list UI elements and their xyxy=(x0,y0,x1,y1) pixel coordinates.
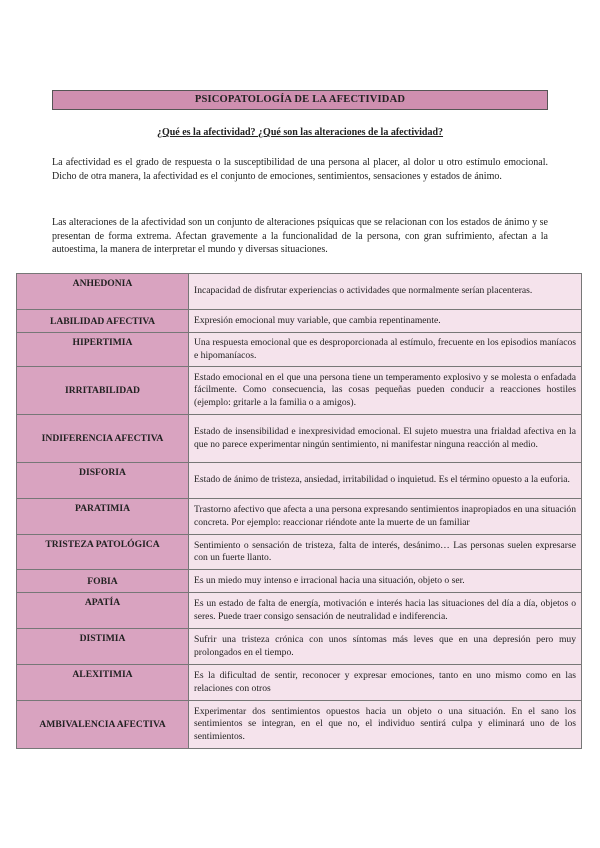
definition-cell: Incapacidad de disfrutar experiencias o actividades que normalmente serían placenteras. xyxy=(189,274,582,310)
term-cell: AMBIVALENCIA AFECTIVA xyxy=(17,701,189,749)
definition-cell: Es un estado de falta de energía, motivación e interés hacia las situaciones del día a día, objetos o seres. Puede traer consigo sensación de neutralidad e indiferencia. xyxy=(189,593,582,629)
definitions-table xyxy=(16,273,582,749)
table-row xyxy=(17,367,582,415)
intro-paragraph-1: La afectividad es el grado de respuesta o la susceptibilidad de una persona al placer, al dolor u otro estímulo emocional. Dicho de otra manera, la afectividad es el conjunto de emociones, sentimientos, sensaciones y estados de ánimo. xyxy=(52,157,548,182)
table-row xyxy=(17,593,582,629)
definition-cell: Sufrir una tristeza crónica con unos síntomas más leves que en una depresión pero muy prolongados en el tiempo. xyxy=(189,629,582,665)
definition-cell: Trastorno afectivo que afecta a una persona expresando sentimientos inapropiados en una situación concreta. Por ejemplo: reaccionar riéndote ante la muerte de un familiar xyxy=(189,499,582,535)
term-cell: PARATIMIA xyxy=(17,499,189,535)
table-row xyxy=(17,570,582,593)
term-cell: INDIFERENCIA AFECTIVA xyxy=(17,415,189,463)
table-row xyxy=(17,665,582,701)
definition-cell: Es la dificultad de sentir, reconocer y expresar emociones, tanto en uno mismo como en las relaciones con otros xyxy=(189,665,582,701)
definition-cell: Estado de insensibilidad e inexpresividad emocional. El sujeto muestra una frialdad afectiva en la que no parece experimentar ningún sentimiento, ni manifestar ninguna reacción al medio. xyxy=(189,415,582,463)
term-cell: ALEXITIMIA xyxy=(17,665,189,701)
table-row xyxy=(17,333,582,367)
definition-cell: Una respuesta emocional que es desproporcionada al estímulo, frecuente en los episodios maníacos e hipomaníacos. xyxy=(189,333,582,367)
definition-cell: Estado emocional en el que una persona tiene un temperamento explosivo y se molesta o enfadada fácilmente. Como consecuencia, las cosas pequeñas pueden conducir a reacciones hostiles (ejemplo: gritarle a la familia o a amigos). xyxy=(189,367,582,415)
term-cell: IRRITABILIDAD xyxy=(17,367,189,415)
definition-cell: Expresión emocional muy variable, que cambia repentinamente. xyxy=(189,310,582,333)
term-cell: TRISTEZA PATOLÓGICA xyxy=(17,535,189,570)
table-row xyxy=(17,415,582,463)
definition-cell: Es un miedo muy intenso e irracional hacia una situación, objeto o ser. xyxy=(189,570,582,593)
term-cell: APATÍA xyxy=(17,593,189,629)
term-cell: DISTIMIA xyxy=(17,629,189,665)
term-cell: ANHEDONIA xyxy=(17,274,189,310)
document-title: PSICOPATOLOGÍA DE LA AFECTIVIDAD xyxy=(52,90,548,110)
table-row xyxy=(17,535,582,570)
table-row xyxy=(17,310,582,333)
term-cell: DISFORIA xyxy=(17,463,189,499)
term-cell: FOBIA xyxy=(17,570,189,593)
definition-cell: Estado de ánimo de tristeza, ansiedad, irritabilidad o inquietud. Es el término opuesto a la euforia. xyxy=(189,463,582,499)
section-subtitle: ¿Qué es la afectividad? ¿Qué son las alteraciones de la afectividad? xyxy=(156,127,444,138)
intro-paragraph-2: Las alteraciones de la afectividad son un conjunto de alteraciones psíquicas que se relacionan con los estados de ánimo y se presentan de forma extrema. Afectan gravemente a la funcionalidad de la persona, con gran sufrimiento, afectan a la autoestima, la manera de interpretar el mundo y diversas situaciones. xyxy=(52,217,548,255)
table-row xyxy=(17,463,582,499)
table-row xyxy=(17,701,582,749)
table-row xyxy=(17,499,582,535)
definition-cell: Experimentar dos sentimientos opuestos hacia un objeto o una situación. En el sano los sentimientos se integran, en el que no, el individuo sentirá culpa y eliminará uno de los sentimientos. xyxy=(189,701,582,749)
table-row xyxy=(17,274,582,310)
table-row xyxy=(17,629,582,665)
term-cell: LABILIDAD AFECTIVA xyxy=(17,310,189,333)
definition-cell: Sentimiento o sensación de tristeza, falta de interés, desánimo… Las personas suelen expresarse con un fuerte llanto. xyxy=(189,535,582,570)
term-cell: HIPERTIMIA xyxy=(17,333,189,367)
